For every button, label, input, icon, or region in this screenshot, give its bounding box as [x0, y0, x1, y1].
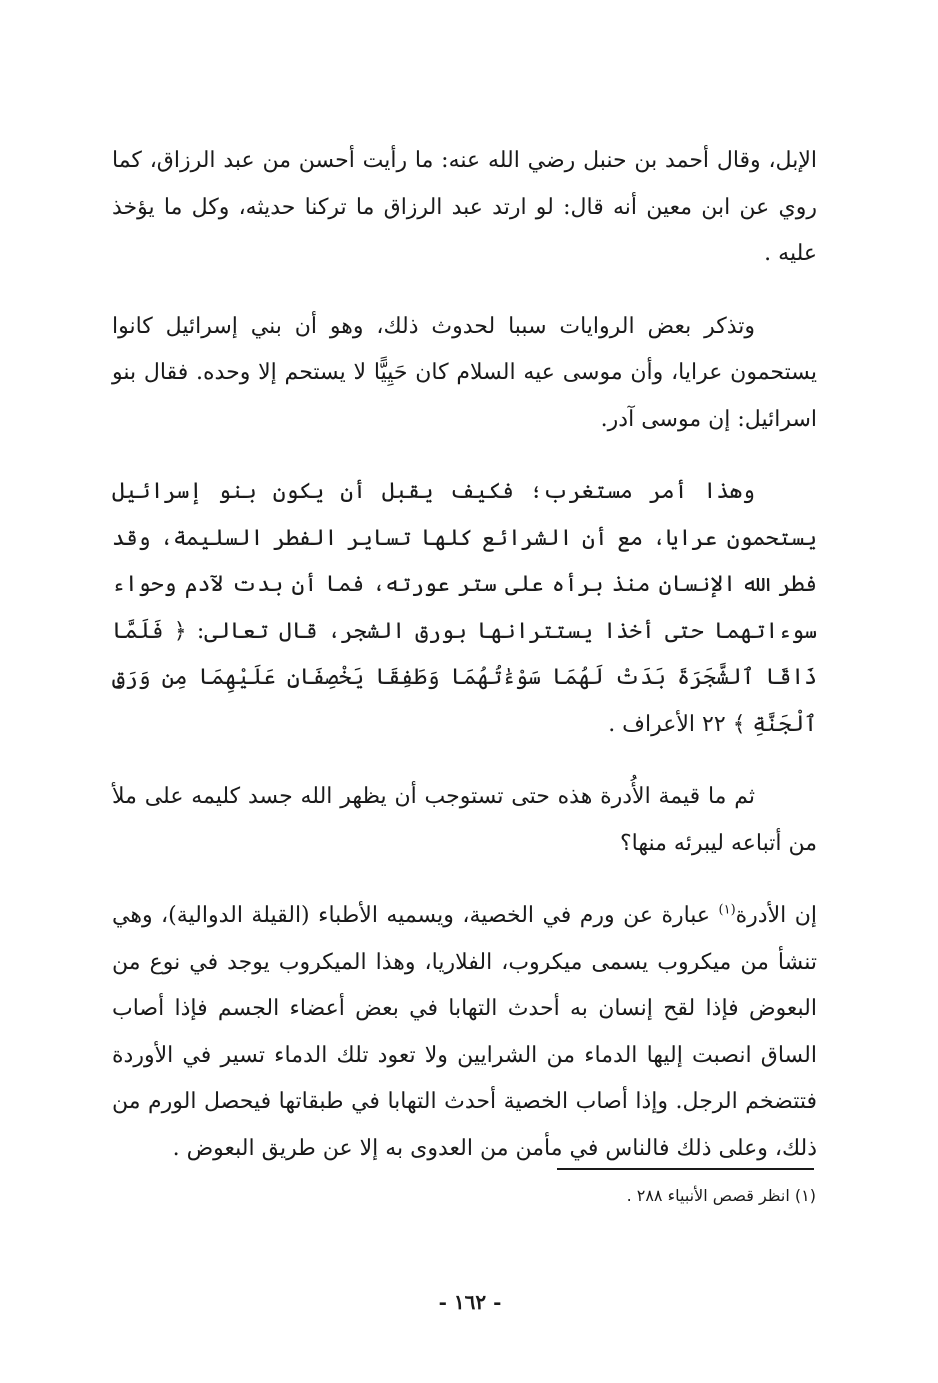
paragraph-1: الإبل، وقال أحمد بن حنبل رضي الله عنه: ما رأيت أحسن من عبد الرزاق، كما روي عن ابن معين أنه قال: لو ارتد عبد الرزاق ما تركنا حديثه، وكل ما يؤخذ عليه .	[112, 148, 817, 266]
paragraph-2: وتذكر بعض الروايات سببا لحدوث ذلك، وهو أن بني إسرائيل كانوا يستحمون عرايا، وأن موسى عيه السلام كان حَيِيًّا لا يستحم إلا وحده. فقال بنو اسرائيل: إن موسى آدر.	[112, 313, 817, 432]
paragraph-5-start: إن الأدرة	[735, 903, 817, 928]
page-number: - ١٦٢ -	[438, 1290, 502, 1314]
paragraph-4: ثم ما قيمة الأُدرة هذه حتى تستوجب أن يظهر الله جسد كليمه على ملأ من أتباعه ليبرئه منها؟	[112, 784, 817, 856]
paragraph-5	[112, 893, 817, 1172]
paragraph-5-rest: عبارة عن ورم في الخصية، ويسميه الأطباء (القيلة الدوالية)، وهي تنشأ من ميكروب يسمى ميكروب، الفلاريا، وهذا الميكروب يوجد في نوع من البعوض فإذا لقح إنسان به أحدث التهابا في بعض أعضاء الجسم فإذا أصاب الساق انصبت إليها الدماء من الشرايين ولا تعود تلك الدماء تسير في الأوردة فتتضخم الرجل. وإذا أصاب الخصية أحدث التهابا في طبقاتها فيحصل الورم من ذلك، وعلى ذلك فالناس في مأمن من العدوى به إلا عن طريق البعوض .	[112, 903, 817, 1161]
footnote-separator	[557, 1168, 814, 1170]
body-text	[112, 138, 817, 1198]
footnote-reference-mark: (١)	[718, 902, 736, 918]
paragraph-3: وهذا أمر مستغرب؛ فكيف يقبل أن يكون بنو إسرائيل يستحمون عرايا، مع أن الشرائع كلها تساير الفطر السليمة، وقد فطر الله الإنسان منذ برأه على ستر عورته، فما أن بدت لآدم وحواء سوءاتهما حتى أخذا يستترانها بورق الشجر، قال تعالى: ﴿ فَلَمَّا ذَاقَا ٱلشَّجَرَةَ بَدَتْ لَهُمَا سَوْءَٰتُهُمَا وَطَفِقَا يَخْصِفَانِ عَلَيْهِمَا مِن وَرَقِ ٱلْجَنَّةِ ﴾ ٢٢ الأعراف .	[112, 479, 817, 737]
footnote: (١) انظر قصص الأنبياء ٢٨٨ .	[626, 1186, 816, 1205]
